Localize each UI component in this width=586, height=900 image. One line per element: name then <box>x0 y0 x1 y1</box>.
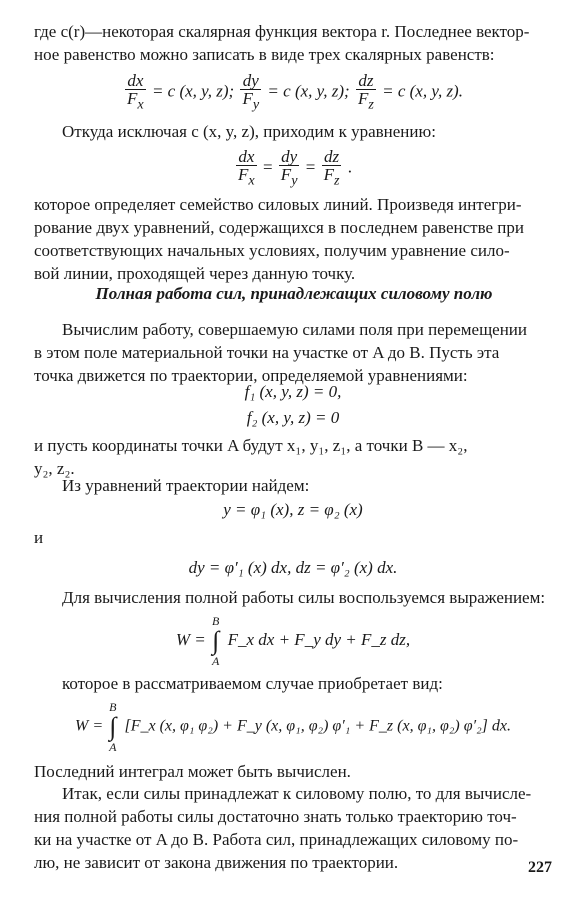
integral-lhs: W = <box>175 629 206 649</box>
text-line: и пусть координаты точки A будут x₁, y₁, z₁, а точки B — x₂, <box>34 436 468 455</box>
text-line: в этом поле материальной точки на участке от A до B. Пусть эта <box>34 343 500 362</box>
integral-lower-limit: A <box>109 740 117 754</box>
equation-work-expanded <box>0 700 586 754</box>
fraction-denominator: F <box>238 165 249 184</box>
fraction-denominator: F <box>357 89 369 108</box>
paragraph-conclusion <box>34 782 554 874</box>
integral-body: [F_x (x, φ₁ φ₂) + F_y (x, φ₁, φ₂) φ′₁ + F_z (x, φ₁, φ₂) φ′₂] dx. <box>124 717 511 735</box>
equation-trajectory-1: f₁ (x, y, z) = 0, <box>244 382 342 401</box>
fraction-numerator: dx <box>236 148 257 166</box>
paragraph-field-lines <box>34 193 554 285</box>
integral-upper-limit: B <box>109 700 117 714</box>
fraction-denominator: F <box>323 165 334 184</box>
equation-trajectory-2: f₂ (x, y, z) = 0 <box>246 408 340 427</box>
text-line: которое определяет семейство силовых линий. Произведя интегри- <box>34 195 522 214</box>
integral-sign: B ∫ A <box>212 614 220 668</box>
text-line: ное равенство можно записать в виде трех скалярных равенств: <box>34 45 495 64</box>
paragraph-intro <box>34 20 554 66</box>
equation-phi: y = φ₁ (x), z = φ₂ (x) <box>223 500 363 519</box>
equation-rhs: = c (x, y, z); <box>151 81 235 101</box>
text-line: соответствующих начальных условиях, получим уравнение сило- <box>34 241 510 260</box>
fraction-denominator: F <box>127 89 138 108</box>
integral-sign: B ∫ A <box>109 700 117 754</box>
text-line: вой линии, проходящей через данную точку. <box>34 264 356 283</box>
text-line: где c(r)—некоторая скалярная функция вектора r. Последнее вектор- <box>34 22 530 41</box>
text-line: лю, не зависит от закона движения по траектории. <box>34 853 399 872</box>
fraction-numerator: dz <box>356 72 376 90</box>
page-number: 227 <box>528 859 552 876</box>
integral-body: F_x dx + F_y dy + F_z dz, <box>227 629 411 649</box>
equation-work-integral <box>0 614 586 668</box>
text-line: Вычислим работу, совершаемую силами поля при перемещении <box>62 320 527 339</box>
paragraph-case: которое в рассматриваемом случае приобретает вид: <box>62 674 443 693</box>
equation-rhs: = c (x, y, z). <box>382 81 463 101</box>
fraction-denominator: F <box>242 89 253 108</box>
paragraph-exclusion: Откуда исключая c (x, y, z), приходим к уравнению: <box>62 122 436 141</box>
integral-lower-limit: A <box>212 654 220 668</box>
integral-lhs: W = <box>75 717 104 735</box>
text-line: y₂, z₂. <box>34 459 75 478</box>
fraction-numerator: dz <box>322 148 342 166</box>
paragraph-find: Из уравнений траектории найдем: <box>62 476 310 495</box>
fraction-numerator: dy <box>279 148 300 166</box>
section-heading: Полная работа сил, принадлежащих силовому полю <box>95 284 493 303</box>
equation-rhs: = c (x, y, z); <box>267 81 350 101</box>
paragraph-full-work: Для вычисления полной работы силы воспользуемся выражением: <box>62 588 546 607</box>
text-line: ки на участке от A до B. Работа сил, принадлежащих силовому по- <box>34 830 519 849</box>
fraction-denominator: F <box>280 165 292 184</box>
conjunction-and: и <box>34 528 44 547</box>
paragraph-computable: Последний интеграл может быть вычислен. <box>34 762 351 781</box>
equation-differentials: dy = φ′₁ (x) dx, dz = φ′₂ (x) dx. <box>188 558 398 577</box>
fraction-numerator: dy <box>240 72 261 90</box>
equation-field-lines: $\frac{dx}{F_x}$ = $\frac{dy}{F_y}$ = $\frac{dz}{F_z}$ . <box>238 147 352 189</box>
integral-upper-limit: B <box>212 614 220 628</box>
fraction-numerator: dx <box>125 72 146 90</box>
text-line: рование двух уравнений, содержащихся в последнем равенстве при <box>34 218 525 237</box>
equation-scalar-equalities: $\frac{dx}{F_x}$ = c (x, y, z); $\frac{dy}{F_y}$ = c (x, y, z); $\frac{dz}{F_z}$ = c (x, y, z). <box>127 71 463 113</box>
text-line: Итак, если силы принадлежат к силовому полю, то для вычисле- <box>62 784 532 803</box>
text-line: точка движется по траектории, определяемой уравнениями: <box>34 366 468 385</box>
text-line: ния полной работы силы достаточно знать только траекторию точ- <box>34 807 517 826</box>
paragraph-work <box>34 318 554 387</box>
